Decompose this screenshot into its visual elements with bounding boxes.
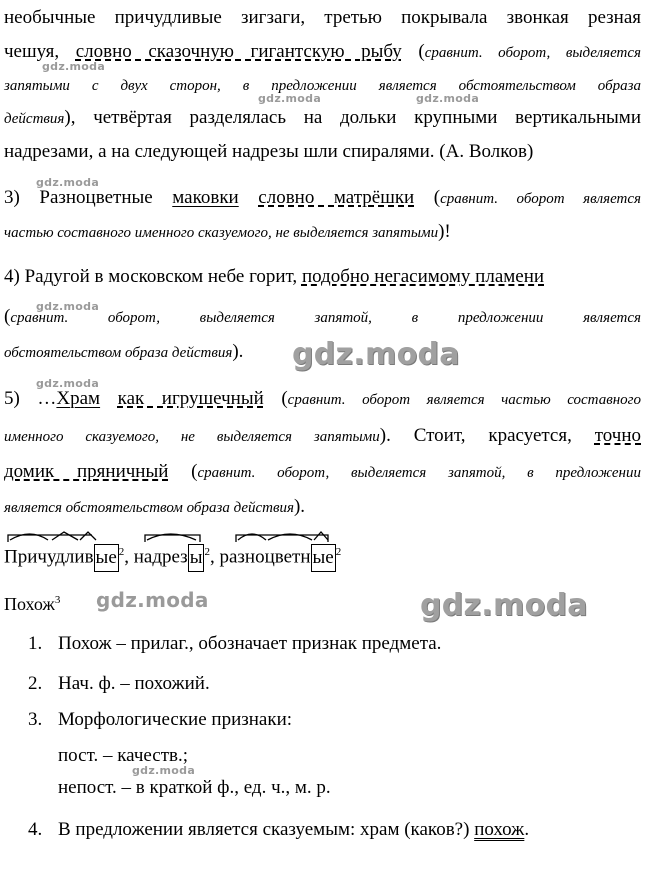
line-text: чешуя, bbox=[4, 41, 76, 62]
line-text: ( bbox=[263, 388, 288, 409]
line-text: 3) Разноцветные bbox=[4, 187, 173, 208]
text-line-4 bbox=[4, 106, 641, 131]
space bbox=[239, 187, 259, 208]
comment-italic: сравнит. оборот, выделяется запятой, в предложении является bbox=[10, 310, 641, 326]
morph-feature-var bbox=[58, 776, 331, 800]
line-text: ( bbox=[168, 461, 198, 482]
comparison-phrase: словно сказочную гигантскую рыбу bbox=[75, 41, 402, 62]
ending-box: ы bbox=[188, 544, 205, 572]
text-line-3 bbox=[4, 74, 641, 98]
comment-italic: действия bbox=[4, 111, 65, 127]
text-line-13 bbox=[4, 460, 641, 485]
list-text: Похож – прилаг., обозначает признак предмета. bbox=[58, 633, 442, 654]
line-text: ( bbox=[4, 306, 11, 327]
watermark: gdz.moda bbox=[420, 588, 588, 623]
text-line-8 bbox=[4, 265, 641, 289]
watermark: gdz.moda bbox=[36, 300, 100, 313]
list-number: 3. bbox=[28, 709, 43, 730]
line-text: ), четвёртая разделялась на дольки крупными вертикальными bbox=[64, 107, 641, 128]
feature-text: непост. – в краткой ф., ед. ч., м. р. bbox=[58, 777, 331, 798]
analyzed-word: Похож bbox=[4, 594, 55, 614]
list-number: 4. bbox=[28, 819, 43, 840]
morph-word-stem: надрез bbox=[133, 546, 188, 568]
ending-box: ые bbox=[94, 544, 119, 572]
list-item bbox=[28, 818, 529, 842]
comment-italic: сравнит. оборот, выделяется bbox=[424, 45, 642, 61]
list-text: Морфологические признаки: bbox=[58, 709, 293, 730]
watermark: gdz.moda bbox=[258, 92, 322, 105]
line-text: ). bbox=[232, 341, 244, 362]
line-text: )! bbox=[438, 221, 451, 242]
list-number: 1. bbox=[28, 633, 43, 654]
text-line-6 bbox=[4, 186, 641, 211]
subject-word: маковки bbox=[172, 187, 239, 208]
watermark: gdz.moda bbox=[42, 60, 106, 73]
analysis-number: 3 bbox=[54, 594, 61, 606]
comparison-phrase: словно матрёшки bbox=[258, 187, 415, 208]
watermark: gdz.moda bbox=[96, 588, 209, 612]
line-text: ( bbox=[414, 187, 441, 208]
analysis-number: 2 bbox=[204, 546, 210, 558]
watermark: gdz.moda bbox=[132, 764, 196, 777]
comment-italic: сравнит. оборот является частью составного bbox=[287, 392, 642, 408]
ending-box: ые bbox=[311, 544, 336, 572]
line-text: 4) Радугой в московском небе горит, bbox=[4, 266, 302, 287]
list-text: В предложении является сказуемым: храм (каков?) bbox=[58, 819, 475, 840]
text-line-9 bbox=[4, 305, 641, 330]
comparison-phrase: точно bbox=[594, 425, 641, 446]
separator: , bbox=[209, 546, 220, 568]
list-number: 2. bbox=[28, 673, 43, 694]
list-item bbox=[28, 672, 210, 696]
text-line-1 bbox=[4, 6, 641, 30]
suffix-mark-1a bbox=[52, 532, 78, 540]
comparison-phrase: домик пряничный bbox=[4, 461, 169, 482]
morph-word-stem: разноцветн bbox=[219, 546, 311, 568]
comment-italic: сравнит. оборот, выделяется запятой, в предложении bbox=[197, 465, 642, 481]
line-text: ). bbox=[293, 496, 306, 517]
comment-italic: частью составного именного сказуемого, не выделяется запятыми bbox=[4, 225, 439, 241]
comment-italic: является обстоятельством образа действия bbox=[4, 500, 294, 516]
list-text: Нач. ф. – похожий. bbox=[58, 673, 210, 694]
analysis-number: 2 bbox=[118, 546, 125, 558]
line-text: надрезами, а на следующей надрезы шли спиралями. (А. Волков) bbox=[4, 141, 534, 162]
line-text: 5) … bbox=[4, 388, 57, 409]
comment-italic: сравнит. оборот является bbox=[440, 191, 642, 207]
morph-word-stem: Причудлив bbox=[4, 546, 94, 568]
line-text: ). Стоит, красуется, bbox=[379, 425, 595, 446]
line-text: ( bbox=[401, 41, 425, 62]
list-item bbox=[28, 708, 292, 732]
list-item bbox=[28, 632, 441, 656]
suffix-mark-3 bbox=[314, 532, 328, 540]
text-line-11 bbox=[4, 387, 641, 412]
text-line-5 bbox=[4, 140, 641, 164]
comment-italic: именного сказуемого, не выделяется запятыми bbox=[4, 429, 380, 445]
morpheme-words bbox=[4, 540, 641, 572]
morpheme-analysis bbox=[0, 526, 647, 576]
predicate-word: похож bbox=[474, 819, 525, 840]
watermark: gdz.moda bbox=[292, 337, 460, 372]
feature-text: пост. – качеств.; bbox=[58, 745, 189, 766]
line-text: необычные причудливые зигзаги, третью покрывала звонкая резная bbox=[4, 7, 641, 28]
comparison-phrase: подобно негасимому пламени bbox=[301, 266, 545, 287]
comment-italic: обстоятельством образа действия bbox=[4, 345, 233, 361]
separator: , bbox=[124, 546, 134, 568]
suffix-mark-1b bbox=[80, 532, 96, 540]
text-line-14 bbox=[4, 495, 641, 520]
list-text: . bbox=[524, 819, 530, 840]
comment-italic: запятыми с двух сторон, в предложении является обстоятельством образа bbox=[4, 78, 641, 94]
watermark: gdz.moda bbox=[416, 92, 480, 105]
analysis-number: 2 bbox=[335, 546, 342, 558]
space bbox=[100, 388, 118, 409]
subject-word: Храм bbox=[56, 388, 101, 409]
text-line-12 bbox=[4, 424, 641, 449]
watermark: gdz.moda bbox=[36, 377, 100, 390]
comparison-phrase: как игрушечный bbox=[117, 388, 264, 409]
watermark: gdz.moda bbox=[36, 176, 100, 189]
text-line-7 bbox=[4, 220, 641, 245]
